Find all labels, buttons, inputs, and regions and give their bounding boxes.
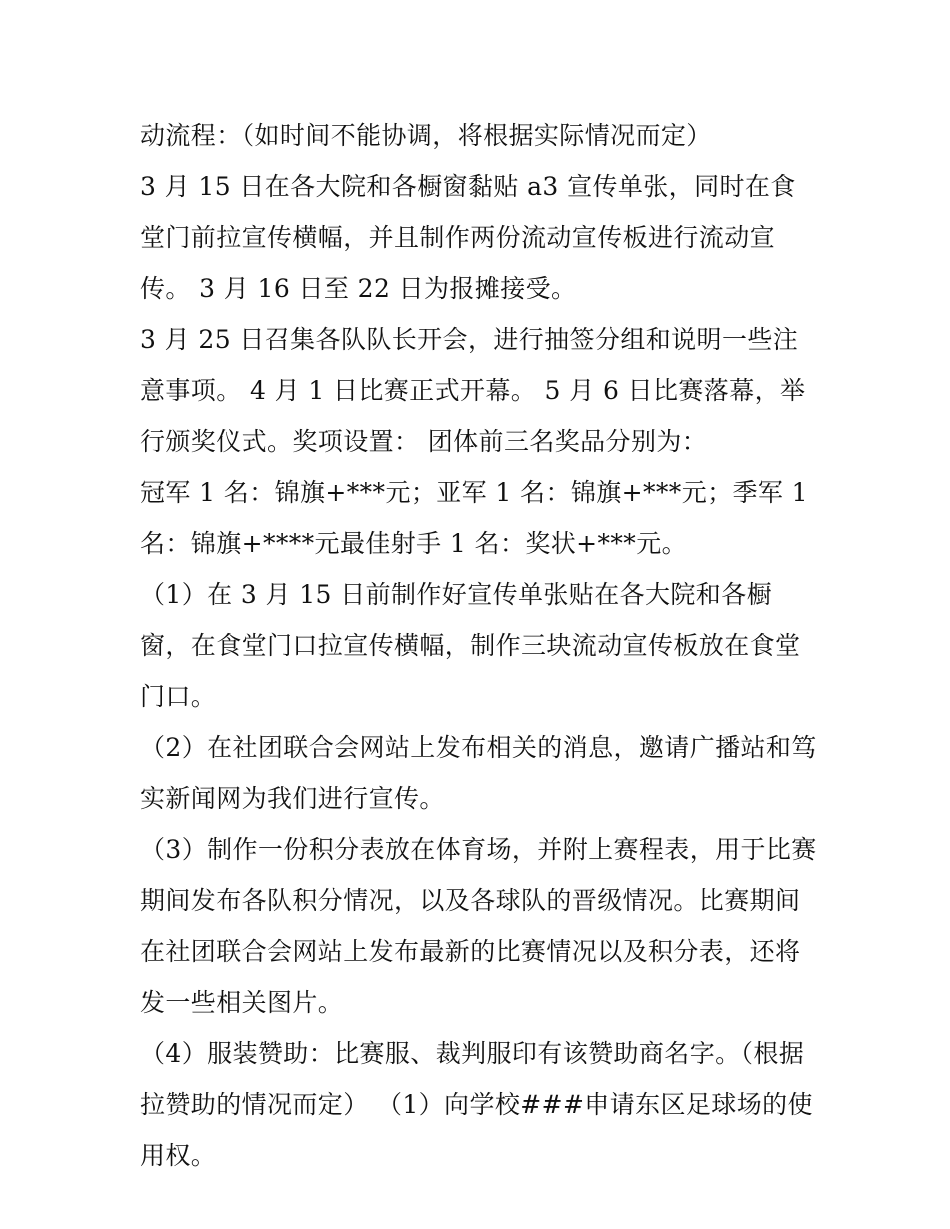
paragraph-item-1: （1）在 3 月 15 日前制作好宣传单张贴在各大院和各橱窗，在食堂门口拉宣传横幅，制作三块流动宣传板放在食堂门口。 [140, 580, 801, 711]
paragraph-item-2: （2）在社团联合会网站上发布相关的消息，邀请广播站和笃实新闻网为我们进行宣传。 [140, 733, 817, 813]
paragraph-publicity-schedule: 3 月 15 日在各大院和各橱窗黏贴 a3 宣传单张，同时在食堂门前拉宣传横幅，并且制作两份流动宣传板进行流动宣传。 3 月 16 日至 22 日为报摊接受。 [140, 172, 796, 303]
paragraph-prizes: 冠军 1 名：锦旗+***元；亚军 1 名：锦旗+***元；季军 1 名：锦旗+****元最佳射手 1 名：奖状+***元。 [140, 478, 808, 558]
paragraph-meeting-schedule: 3 月 25 日召集各队队长开会，进行抽签分组和说明一些注意事项。 4 月 1 日比赛正式开幕。 5 月 6 日比赛落幕，举行颁奖仪式。奖项设置： 团体前三名奖品分别为： [140, 325, 806, 456]
paragraph-item-3: （3）制作一份积分表放在体育场，并附上赛程表，用于比赛期间发布各队积分情况，以及各球队的晋级情况。比赛期间在社团联合会网站上发布最新的比赛情况以及积分表，还将发一些相关图片。 [140, 835, 817, 1017]
document-page [140, 110, 820, 1181]
paragraph-item-4: （4）服装赞助：比赛服、裁判服印有该赞助商名字。（根据拉赞助的情况而定） （1）向学校###申请东区足球场的使用权。 [140, 1039, 813, 1170]
paragraph-activity-flow: 动流程：（如时间不能协调，将根据实际情况而定） [140, 121, 712, 150]
